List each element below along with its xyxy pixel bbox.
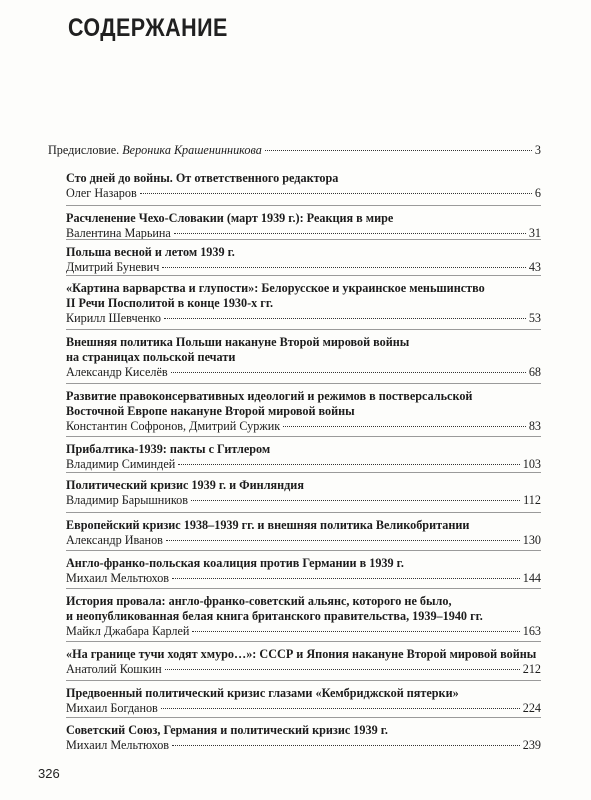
toc-entry-author: Майкл Джабара Карлей (66, 624, 190, 638)
toc-entry[interactable] (66, 647, 541, 677)
toc-entry-byline (66, 738, 541, 753)
toc-entry-byline (66, 365, 541, 380)
toc-entry[interactable] (66, 556, 541, 586)
toc-page-number: 144 (522, 571, 541, 585)
page-title: СОДЕРЖАНИЕ (68, 14, 228, 42)
entry-divider (66, 329, 541, 330)
toc-page-number: 31 (528, 226, 541, 240)
toc-entry[interactable] (66, 594, 541, 639)
toc-entry-author: Анатолий Кошкин (66, 662, 162, 676)
toc-entry-author: Дмитрий Буневич (66, 260, 160, 274)
toc-entry-title: Внешняя политика Польши накануне Второй мировой войны (66, 335, 410, 349)
dot-leader (162, 267, 525, 268)
toc-entry-author: Кирилл Шевченко (66, 311, 161, 325)
toc-entry-title: «На границе тучи ходят хмуро…»: СССР и Япония накануне Второй мировой войны (66, 647, 537, 661)
dot-leader (174, 233, 526, 234)
toc-entry-title-continued: Восточной Европе накануне Второй мировой войны (66, 404, 355, 418)
toc-entry-author: Михаил Мельтюхов (66, 738, 170, 752)
dot-leader (172, 578, 520, 579)
toc-entry-title: Советский Союз, Германия и политический кризис 1939 г. (66, 723, 388, 737)
entry-divider (66, 641, 541, 642)
dot-leader (161, 708, 520, 709)
toc-page-number: 68 (528, 365, 541, 379)
toc-entry-author: Владимир Симиндей (66, 457, 176, 471)
entry-divider (66, 680, 541, 681)
toc-entry-author: Александр Киселёв (66, 365, 168, 379)
toc-entry[interactable] (66, 281, 541, 326)
entry-divider (66, 239, 541, 240)
toc-entry-byline (66, 701, 541, 716)
toc-entry[interactable] (66, 389, 541, 434)
toc-entry-byline (66, 662, 541, 677)
toc-entry-title: Расчленение Чехо-Словакии (март 1939 г.): Реакция в мире (66, 211, 394, 225)
entry-divider (66, 588, 541, 589)
toc-entry-title-continued: и неопубликованная белая книга британского правительства, 1939–1940 гг. (66, 609, 483, 623)
toc-entry[interactable] (66, 723, 541, 753)
toc-entry[interactable] (66, 478, 541, 508)
toc-page-number: 103 (522, 457, 541, 471)
toc-page-number: 130 (522, 533, 541, 547)
entry-divider (66, 512, 541, 513)
dot-leader (172, 745, 520, 746)
toc-page-number: 163 (522, 624, 541, 638)
toc-entry-title: «Картина варварства и глупости»: Белорусское и украинское меньшинство (66, 281, 485, 295)
toc-entry-title: Развитие правоконсервативных идеологий и режимов в постверсальской (66, 389, 473, 403)
toc-entry-title: Сто дней до войны. От ответственного редактора (66, 171, 339, 185)
toc-page-number: 224 (522, 701, 541, 715)
toc-entry-title: Предвоенный политический кризис глазами «Кембриджской пятерки» (66, 686, 459, 700)
toc-entry[interactable] (66, 335, 541, 380)
toc-page-number: 43 (528, 260, 541, 274)
toc-entry-byline (66, 311, 541, 326)
toc-entry-author: Валентина Марьина (66, 226, 171, 240)
toc-entry[interactable] (66, 171, 541, 201)
toc-entry-author: Владимир Барышников (66, 493, 188, 507)
entry-divider (66, 383, 541, 384)
toc-preface-label: Предисловие. (48, 143, 123, 157)
dot-leader (283, 426, 526, 427)
toc-entry[interactable] (66, 518, 541, 548)
toc-preface-label-wrap (48, 143, 262, 158)
toc-page-number: 212 (522, 662, 541, 676)
toc-entry-title-continued: на страницах польской печати (66, 350, 236, 364)
toc-entry-title: Прибалтика-1939: пакты с Гитлером (66, 442, 271, 456)
toc-entry-author: Михаил Мельтюхов (66, 571, 170, 585)
toc-entry-title: Англо-франко-польская коалиция против Германии в 1939 г. (66, 556, 404, 570)
toc-page-number: 112 (523, 493, 541, 507)
toc-entry-title: Политический кризис 1939 г. и Финляндия (66, 478, 304, 492)
toc-entry[interactable] (66, 211, 541, 241)
entry-divider (66, 275, 541, 276)
toc-entry-byline (66, 419, 541, 434)
dot-leader (192, 631, 519, 632)
toc-entry-title-continued: II Речи Посполитой в конце 1930-х гг. (66, 296, 274, 310)
toc-entry-byline (66, 571, 541, 586)
toc-entry-byline (66, 260, 541, 275)
dot-leader (191, 500, 520, 501)
toc-entry-title: Европейский кризис 1938–1939 гг. и внешняя политика Великобритании (66, 518, 470, 532)
toc-entry-author: Олег Назаров (66, 186, 137, 200)
toc-preface-line (48, 143, 541, 158)
dot-leader (165, 669, 520, 670)
entry-divider (66, 205, 541, 206)
toc-entry-preface[interactable] (48, 143, 541, 158)
entry-divider (66, 436, 541, 437)
toc-entry-byline (66, 624, 541, 639)
toc-entry-title: История провала: англо-франко-советский альянс, которого не было, (66, 594, 452, 608)
toc-page-number: 6 (534, 186, 541, 200)
toc-entry-byline (66, 457, 541, 472)
entry-divider (66, 550, 541, 551)
toc-entry-title: Польша весной и летом 1939 г. (66, 245, 235, 259)
entry-divider (66, 472, 541, 473)
toc-entry-author: Михаил Богданов (66, 701, 158, 715)
dot-leader (140, 193, 532, 194)
toc-entry[interactable] (66, 442, 541, 472)
toc-entry-author: Александр Иванов (66, 533, 163, 547)
toc-entry[interactable] (66, 686, 541, 716)
toc-entry[interactable] (66, 245, 541, 275)
dot-leader (171, 372, 526, 373)
page-number: 326 (38, 766, 60, 781)
toc-entry-byline (66, 186, 541, 201)
entry-divider (66, 717, 541, 718)
toc-page-number: 53 (528, 311, 541, 325)
dot-leader (178, 464, 519, 465)
toc-entry-byline (66, 493, 541, 508)
dot-leader (166, 540, 520, 541)
toc-page-number: 83 (528, 419, 541, 433)
toc-page-number: 239 (522, 738, 541, 752)
toc-entry-author: Константин Софронов, Дмитрий Суржик (66, 419, 281, 433)
dot-leader (164, 318, 526, 319)
toc-page-number: 3 (534, 143, 541, 157)
toc-preface-author: Вероника Крашенинникова (122, 143, 262, 157)
toc-entry-byline (66, 533, 541, 548)
dot-leader (265, 150, 532, 151)
